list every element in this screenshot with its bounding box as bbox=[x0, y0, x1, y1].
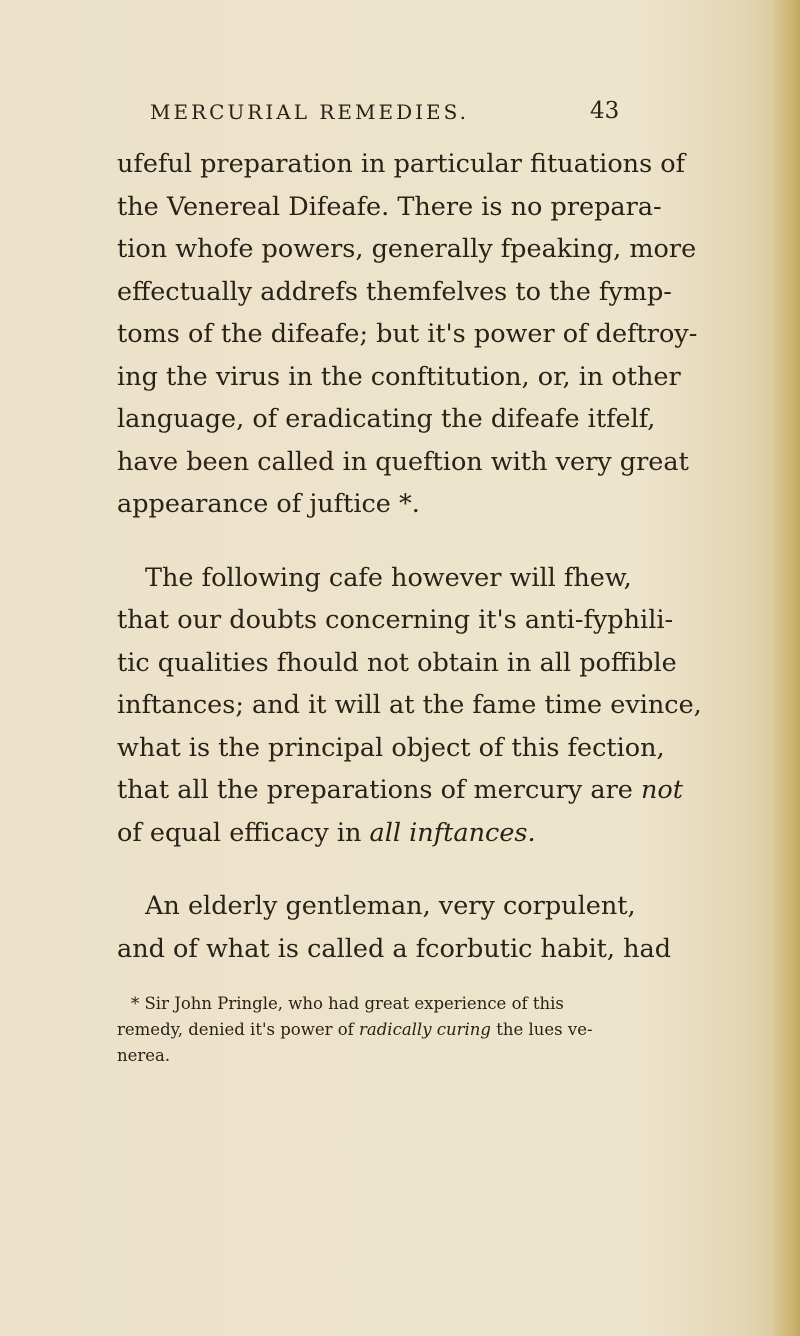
text-line: and of what is called a fcorbutic habit, had bbox=[117, 933, 672, 964]
text-line: the Venereal Difeafe. There is no prepara- bbox=[117, 191, 662, 222]
text-line: toms of the difeafe; but it's power of deftroy- bbox=[117, 319, 698, 349]
text-line: effectually addrefs themfelves to the fymp- bbox=[117, 276, 672, 307]
text-line: The following cafe however will fhew, bbox=[145, 562, 632, 593]
footnote-line: * Sir John Pringle, who had great experience of this bbox=[131, 994, 564, 1013]
paragraph-3 bbox=[117, 885, 672, 970]
text-line: that our doubts concerning it's anti-fyphili- bbox=[117, 605, 674, 635]
text-line: ing the virus in the conftitution, or, in other bbox=[117, 361, 681, 392]
footnote bbox=[117, 991, 617, 1069]
italic-emphasis: radically curing bbox=[359, 1020, 491, 1039]
text-line: inftances; and it will at the fame time evince, bbox=[117, 690, 702, 720]
text-run: that all the preparations of mercury are bbox=[117, 775, 633, 805]
text-line: language, of eradicating the difeafe itfelf, bbox=[117, 404, 656, 434]
text-run: of equal efficacy in bbox=[117, 817, 362, 848]
italic-emphasis: all inftances. bbox=[369, 817, 536, 848]
running-title: MERCURIAL REMEDIES. bbox=[150, 100, 469, 124]
text-run: the lues ve- bbox=[491, 1020, 593, 1039]
page-edge-shading bbox=[772, 0, 800, 1336]
text-line: have been called in queftion with very great bbox=[117, 446, 689, 477]
text-line: appearance of juftice *. bbox=[117, 489, 420, 519]
text-line: what is the principal object of this fection, bbox=[117, 732, 665, 763]
running-header bbox=[150, 100, 620, 124]
text-line: tic qualities fhould not obtain in all poffible bbox=[117, 647, 677, 678]
text-run: remedy, denied it's power of bbox=[117, 1020, 360, 1039]
page-number: 43 bbox=[590, 98, 620, 124]
text-line bbox=[117, 812, 597, 855]
italic-emphasis: not bbox=[640, 775, 683, 805]
text-line: ufeful preparation in particular fituations of bbox=[117, 149, 686, 179]
footnote-line: nerea. bbox=[117, 1046, 171, 1065]
paragraph-1 bbox=[117, 143, 698, 526]
body-text bbox=[117, 143, 702, 970]
text-line bbox=[117, 769, 683, 812]
text-line: An elderly gentleman, very corpulent, bbox=[145, 891, 636, 921]
text-line: tion whofe powers, generally fpeaking, more bbox=[117, 234, 697, 264]
paragraph-2 bbox=[117, 557, 702, 855]
footnote-line bbox=[117, 1017, 617, 1043]
